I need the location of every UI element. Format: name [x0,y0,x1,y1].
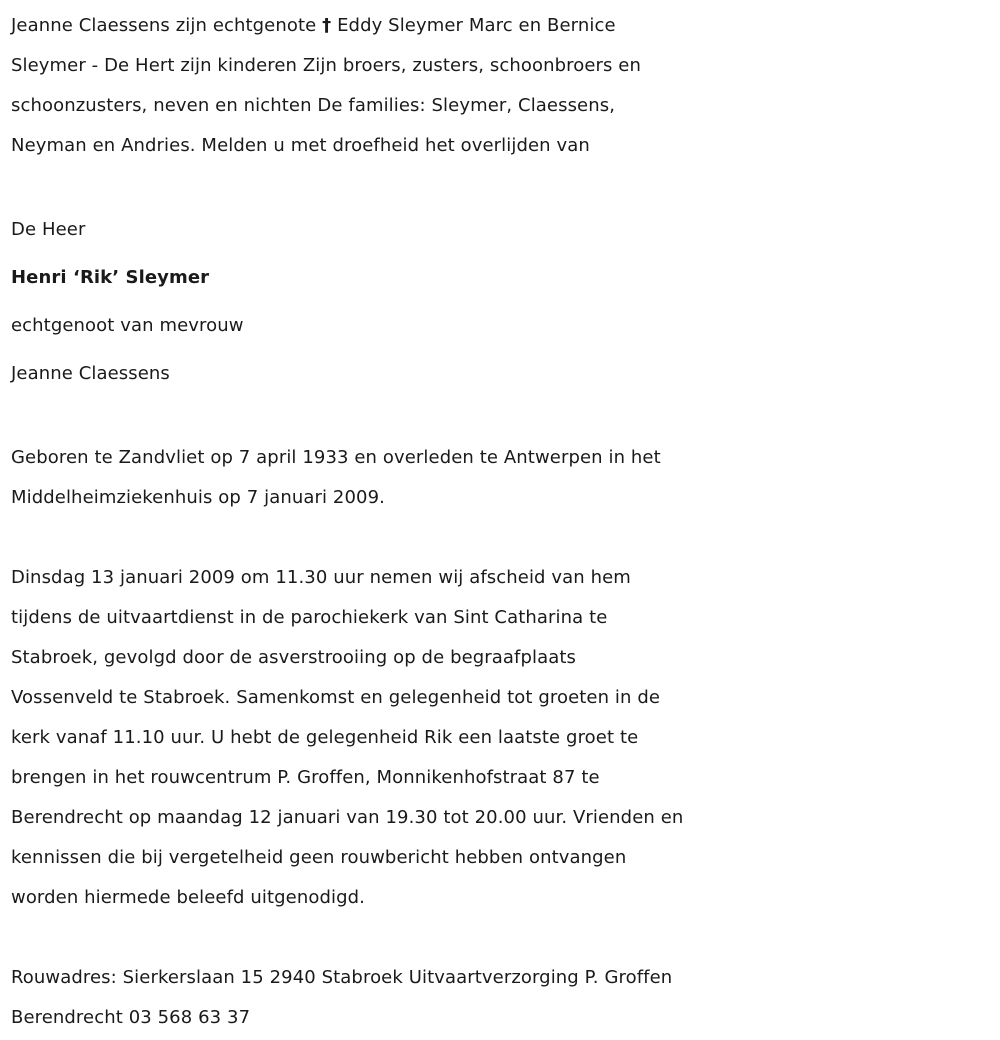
deceased-prefix: De Heer [11,219,86,240]
birth-death-line-2: Middelheimziekenhuis op 7 januari 2009. [11,487,385,508]
ceremony-line-6: brengen in het rouwcentrum P. Groffen, Monnikenhofstraat 87 te [11,767,600,788]
deceased-name: Henri ‘Rik’ Sleymer [11,267,210,288]
address-line-2: Berendrecht 03 568 63 37 [11,1007,251,1028]
obituary-notice [11,0,996,1038]
ceremony-line-9: worden hiermede beleefd uitgenodigd. [11,887,365,908]
ceremony-line-8: kennissen die bij vergetelheid geen rouwbericht hebben ontvangen [11,847,627,868]
intro-line-1-b: Eddy Sleymer Marc en Bernice [331,15,616,36]
ceremony-line-4: Vossenveld te Stabroek. Samenkomst en gelegenheid tot groeten in de [11,687,661,708]
intro-line-3: schoonzusters, neven en nichten De families: Sleymer, Claessens, [11,95,616,116]
deceased-block [11,206,996,398]
intro-line-4: Neyman en Andries. Melden u met droefheid het overlijden van [11,135,590,156]
ceremony-line-2: tijdens de uitvaartdienst in de parochiekerk van Sint Catharina te [11,607,608,628]
intro-line-1-a: Jeanne Claessens zijn echtgenote [11,15,323,36]
birth-death-line-1: Geboren te Zandvliet op 7 april 1933 en overleden te Antwerpen in het [11,447,661,468]
ceremony-line-5: kerk vanaf 11.10 uur. U hebt de gelegenheid Rik een laatste groet te [11,727,639,748]
ceremony-line-7: Berendrecht op maandag 12 januari van 19.30 tot 20.00 uur. Vrienden en [11,807,684,828]
ceremony-paragraph [11,558,996,918]
ceremony-line-3: Stabroek, gevolgd door de asverstrooiing op de begraafplaats [11,647,577,668]
ceremony-line-1: Dinsdag 13 januari 2009 om 11.30 uur nemen wij afscheid van hem [11,567,631,588]
address-line-1: Rouwadres: Sierkerslaan 15 2940 Stabroek Uitvaartverzorging P. Groffen [11,967,673,988]
deceased-spouse: Jeanne Claessens [11,363,170,384]
cross-icon: † [322,15,332,36]
deceased-relation: echtgenoot van mevrouw [11,315,244,336]
birth-death-paragraph [11,438,996,518]
intro-line-1 [11,6,996,46]
address-paragraph [11,958,996,1038]
intro-paragraph [11,0,996,166]
intro-line-2: Sleymer - De Hert zijn kinderen Zijn broers, zusters, schoonbroers en [11,55,641,76]
